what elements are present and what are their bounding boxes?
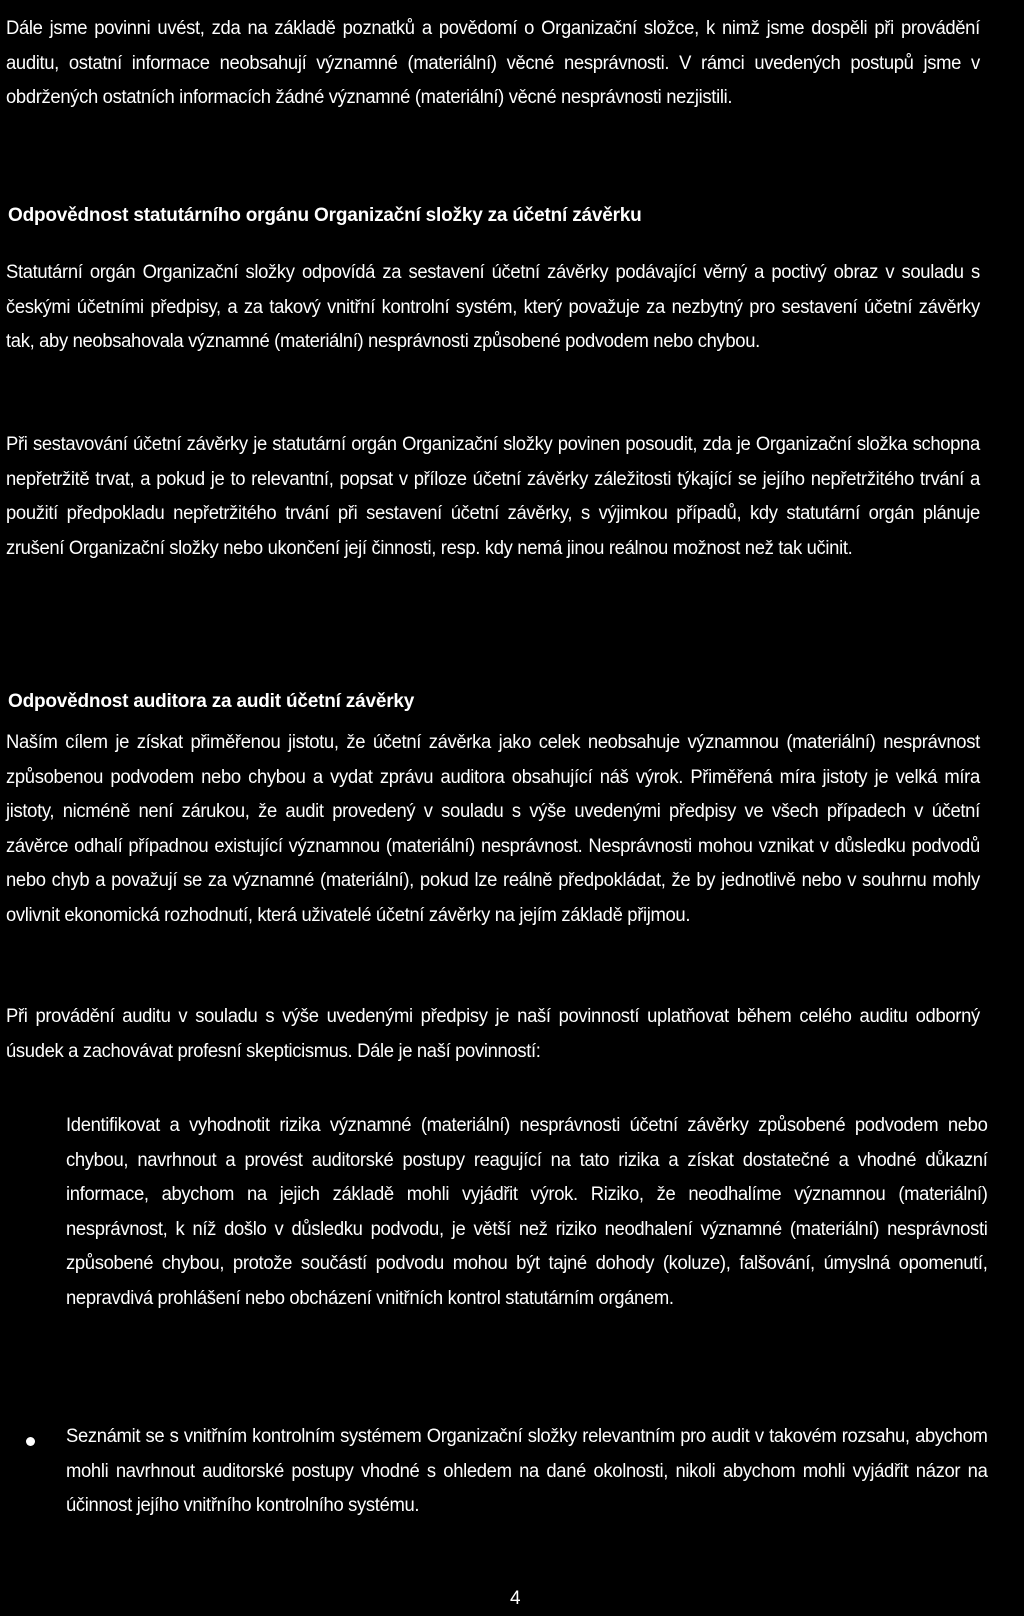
paragraph-statutory-responsibility: Statutární orgán Organizační složky odpovídá za sestavení účetní závěrky podávající věrný a poctivý obraz v souladu s českými účetními předpisy, a za takový vnitřní kontrolní systém, který považuje za nezbytný pro sestavení účetní závěrky tak, aby neobsahovala významné (materiální) nesprávnosti způsobené podvodem nebo chybou. — [6, 262, 980, 352]
page-number: 4 — [510, 1588, 521, 1609]
paragraph-going-concern: Při sestavování účetní závěrky je statutární orgán Organizační složky povinen posoudit, zda je Organizační složka schopna nepřetržitě trvat, a pokud je to relevantní, popsat v příloze účetní závěrky záležitosti týkající se jejího nepřetržitého trvání a použití předpokladu nepřetržitého trvání při sestavení účetní závěrky, s výjimkou případů, kdy statutární orgán plánuje zrušení Organizační složky nebo ukončení její činnosti, resp. kdy nemá jinou reálnou možnost než tak učinit. — [6, 434, 980, 559]
bullet-dot-icon — [26, 1437, 35, 1446]
paragraph-auditor-objective: Naším cílem je získat přiměřenou jistotu, že účetní závěrka jako celek neobsahuje významnou (materiální) nesprávnost způsobenou podvodem nebo chybou a vydat zprávu auditora obsahující náš výrok. Přiměřená míra jistoty je velká míra jistoty, nicméně není zárukou, že audit provedený v souladu s výše uvedenými předpisy ve všech případech v účetní závěrce odhalí případnou existující významnou (materiální) nesprávnost. Nesprávnosti mohou vznikat v důsledku podvodů nebo chyb a považují se za významné (materiální), pokud lze reálně předpokládat, že by jednotlivě nebo v souhrnu mohly ovlivnit ekonomická rozhodnutí, která uživatelé účetní závěrky na jejím základě přijmou. — [6, 732, 980, 926]
paragraph-auditor-duties: Při provádění auditu v souladu s výše uvedenými předpisy je naší povinností uplatňovat během celého auditu odborný úsudek a zachovávat profesní skepticismus. Dále je naší povinností: — [6, 1006, 980, 1062]
list-item-internal-control: Seznámit se s vnitřním kontrolním systémem Organizační složky relevantním pro audit v takovém rozsahu, abychom mohli navrhnout auditorské postupy vhodné s ohledem na dané okolnosti, nikoli abychom mohli vyjádřit názor na účinnost jejího vnitřního kontrolního systému. — [66, 1426, 988, 1516]
paragraph-other-information: Dále jsme povinni uvést, zda na základě poznatků a povědomí o Organizační složce, k nimž jsme dospěli při provádění auditu, ostatní informace neobsahují významné (materiální) věcné nesprávnosti. V rámci uvedených postupů jsme v obdržených ostatních informacích žádné významné (materiální) věcné nesprávnosti nezjistili. — [6, 18, 980, 108]
heading-auditor-responsibility: Odpovědnost auditora za audit účetní závěrky — [8, 691, 415, 712]
list-item-identify-risks: Identifikovat a vyhodnotit rizika významné (materiální) nesprávnosti účetní závěrky způsobené podvodem nebo chybou, navrhnout a provést auditorské postupy reagující na tato rizika a získat dostatečné a vhodné důkazní informace, abychom na jejich základě mohli vyjádřit výrok. Riziko, že neodhalíme významnou (materiální) nesprávnost, k níž došlo v důsledku podvodu, je větší než riziko neodhalení významné (materiální) nesprávnosti způsobené chybou, protože součástí podvodu mohou být tajné dohody (koluze), falšování, úmyslná opomenutí, nepravdivá prohlášení nebo obcházení vnitřních kontrol statutárním orgánem. — [66, 1115, 988, 1309]
heading-statutory-responsibility: Odpovědnost statutárního orgánu Organizační složky za účetní závěrku — [8, 205, 642, 226]
